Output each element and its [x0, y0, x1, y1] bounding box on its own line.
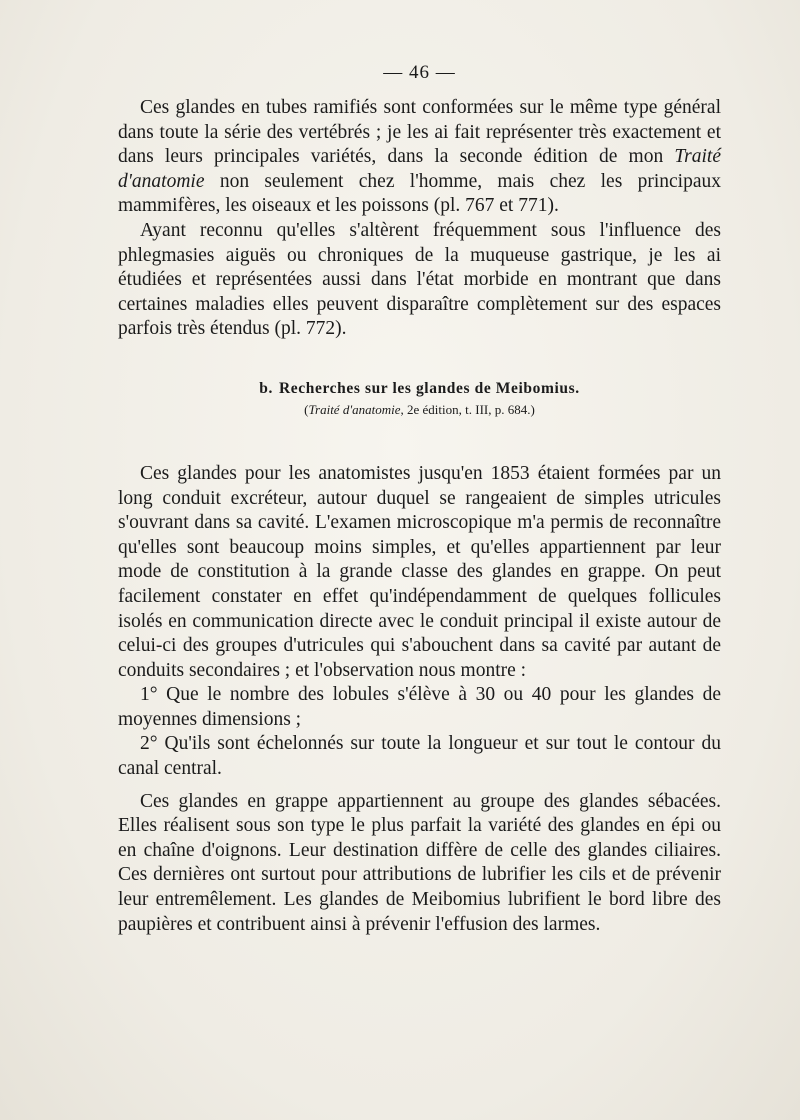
paragraph-glandes-sebacees: Ces glandes en grappe appartiennent au groupe des glandes sébacées. Elles réalisent sous son type le plus parfait la variété des glandes en épi ou en chaîne d'oignons. Leur destination diffère de celle des glandes ciliaires. Ces dernières ont surtout pour attributions de lubrifier les cils et de prévenir leur entremêlement. Les glandes de Meibomius lubrifient le bord libre des paupières et contribuent ainsi à prévenir l'effusion des larmes. — [118, 790, 721, 935]
citation-reference: , 2e édition, t. III, p. 684.) — [400, 401, 535, 417]
list-item-lobules: 1° Que le nombre des lobules s'élève à 30 ou 40 pour les glandes de moyennes dimensions ; — [118, 684, 721, 730]
citation-open: ( — [304, 401, 309, 417]
citation-title: Traité d'anatomie — [308, 401, 401, 417]
paragraph-alterations: Ayant reconnu qu'elles s'altèrent fréquemment sous l'influence des phlegmasies aiguës ou chroniques de la muqueuse gastrique, je les ai étudiées et représentées aussi dans l'état morbide en montrant que dans certaines maladies elles peuvent disparaître complètement sur des espaces parfois très étendus (pl. 772). — [118, 219, 721, 340]
section-title: Recherches sur les glandes de Meibomius. — [279, 379, 580, 397]
paragraph-text: non seulement chez l'homme, mais chez les principaux mammifères, les oiseaux et les poissons (pl. 767 et 771). — [118, 170, 721, 217]
section-heading — [118, 380, 721, 398]
page-content — [118, 62, 721, 937]
section-label: b. — [259, 379, 273, 397]
paragraph-meibomius-structure: Ces glandes pour les anatomistes jusqu'en 1853 étaient formées par un long conduit excréteur, autour duquel se rangeaient de simples utricules s'ouvrant dans sa cavité. L'examen microscopique m'a permis de reconnaître qu'elles sont beaucoup moins simples, et qu'elles appartiennent par leur mode de constitution à la grande classe des glandes en grappe. On peut facilement constater en effet qu'indépendamment de quelques follicules isolés en communication directe avec le conduit principal il existe autour de celui-ci des groupes d'utricules qui s'abouchent dans sa cavité par autant de conduits secondaires ; et l'observation nous montre : — [118, 462, 721, 681]
page-number: — 46 — — [383, 62, 456, 83]
paragraph-text: Ces glandes en tubes ramifiés sont conformées sur le même type général dans toute la série des vertébrés ; je les ai fait représenter très exactement et dans leurs principales variétés, dans la seconde édition de mon — [118, 97, 721, 168]
book-title-italic: Traité d'anatomie — [118, 146, 721, 192]
section-citation — [118, 402, 721, 418]
list-item-echelonnes: 2° Qu'ils sont échelonnés sur toute la longueur et sur tout le contour du canal central. — [118, 733, 721, 780]
paragraph-glandes-tubes — [118, 96, 721, 219]
